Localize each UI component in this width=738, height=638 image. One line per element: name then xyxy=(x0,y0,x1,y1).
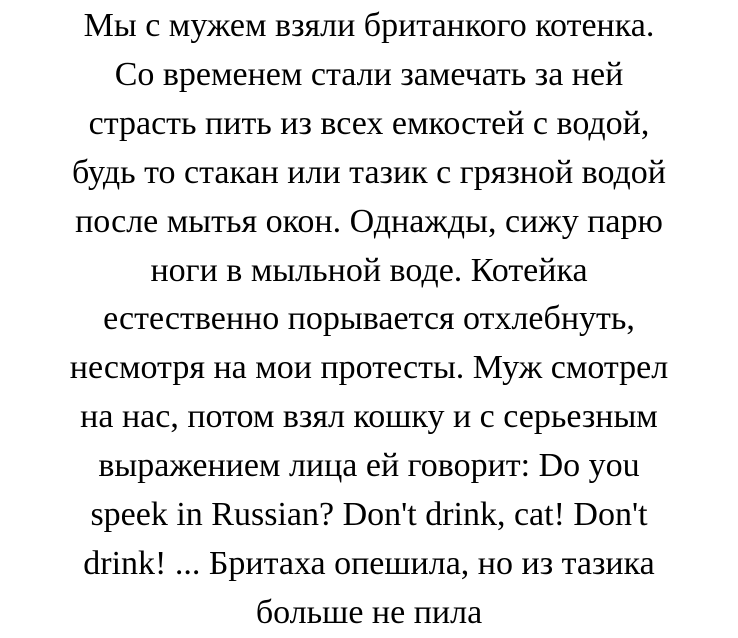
text-line: Со временем стали замечать за ней xyxy=(114,55,624,93)
text-line: speek in Russian? Don't drink, cat! Don't xyxy=(90,496,648,534)
text-line: Мы с мужем взяли британкого котенка. xyxy=(83,7,655,44)
text-line: после мытья окон. Однажды, сижу парю xyxy=(75,202,663,240)
text-line: несмотря на мои протесты. Муж смотрел xyxy=(69,349,669,387)
text-line: естественно порывается отхлебнуть, xyxy=(103,300,635,338)
text-line: страсть пить из всех емкостей с водой, xyxy=(88,104,650,142)
text-line: больше не пила xyxy=(255,593,483,631)
text-line: ноги в мыльной воде. Котейка xyxy=(150,251,588,289)
text-line: drink! ... Бритаха опешила, но из тазика xyxy=(83,544,655,582)
text-line: на нас, потом взял кошку и с серьезным xyxy=(80,398,658,436)
text-line: будь то стакан или тазик с грязной водой xyxy=(71,153,667,191)
text-line: выражением лица ей говорит: Do you xyxy=(98,447,640,485)
